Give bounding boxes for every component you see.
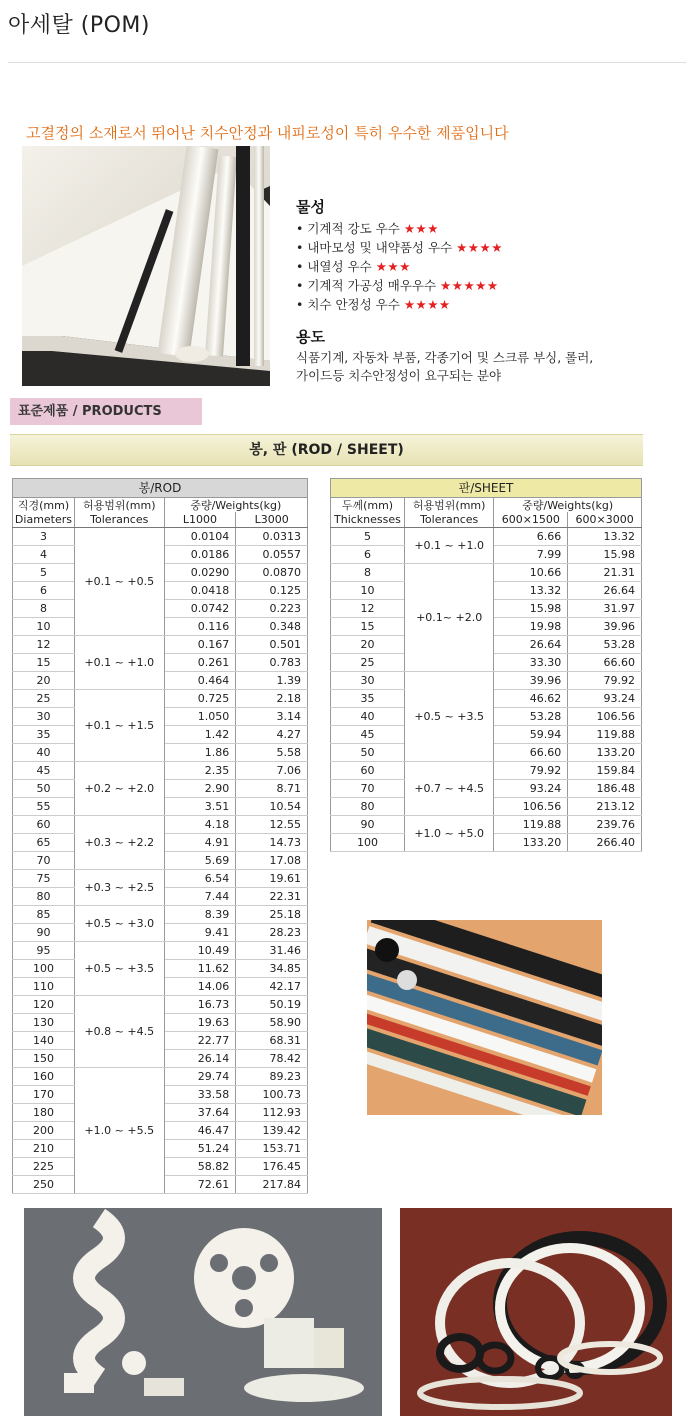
weight-cell: 33.58	[164, 1086, 236, 1104]
weight-cell: 213.12	[568, 798, 642, 816]
weight-cell: 53.28	[494, 708, 568, 726]
weight-cell: 79.92	[568, 672, 642, 690]
tolerance-cell: +0.1 ~ +1.0	[74, 636, 164, 690]
page-title: 아세탈 (POM)	[8, 13, 150, 38]
property-item	[296, 219, 606, 238]
weight-cell: 0.261	[164, 654, 236, 672]
weight-cell: 7.44	[164, 888, 236, 906]
size-cell: 80	[331, 798, 405, 816]
size-cell: 90	[331, 816, 405, 834]
rod-table-body	[13, 528, 308, 1194]
size-cell: 65	[13, 834, 75, 852]
rod-header-tolerance: 허용범위(mm)	[74, 498, 164, 513]
size-cell: 50	[13, 780, 75, 798]
weight-cell: 93.24	[568, 690, 642, 708]
weight-cell: 3.14	[236, 708, 308, 726]
weight-cell: 176.45	[236, 1158, 308, 1176]
table-row	[13, 870, 308, 888]
property-text: • 내열성 우수	[296, 259, 372, 274]
weight-cell: 3.51	[164, 798, 236, 816]
size-cell: 180	[13, 1104, 75, 1122]
weight-cell: 1.42	[164, 726, 236, 744]
table-row	[331, 564, 642, 582]
size-cell: 4	[13, 546, 75, 564]
property-text: • 내마모성 및 내약품성 우수	[296, 240, 453, 255]
properties-panel	[296, 198, 606, 385]
table-row	[13, 690, 308, 708]
weight-cell: 21.31	[568, 564, 642, 582]
property-item	[296, 276, 606, 295]
size-cell: 55	[13, 798, 75, 816]
title-divider	[8, 62, 686, 63]
weight-cell: 29.74	[164, 1068, 236, 1086]
size-cell: 30	[331, 672, 405, 690]
hero-photo-sheets-rods	[22, 146, 270, 386]
size-cell: 100	[13, 960, 75, 978]
size-cell: 90	[13, 924, 75, 942]
weight-cell: 2.35	[164, 762, 236, 780]
size-cell: 150	[13, 1050, 75, 1068]
weight-cell: 0.0418	[164, 582, 236, 600]
tolerance-cell: +0.5 ~ +3.0	[74, 906, 164, 942]
weight-cell: 0.501	[236, 636, 308, 654]
size-cell: 40	[13, 744, 75, 762]
weight-cell: 10.66	[494, 564, 568, 582]
weight-cell: 10.49	[164, 942, 236, 960]
table-row	[331, 528, 642, 546]
weight-cell: 239.76	[568, 816, 642, 834]
table-row	[13, 528, 308, 546]
sheet-header-600x3000: 600×3000	[568, 512, 642, 528]
weight-cell: 31.46	[236, 942, 308, 960]
property-item	[296, 295, 606, 314]
tolerance-cell: +1.0 ~ +5.5	[74, 1068, 164, 1194]
properties-list	[296, 219, 606, 314]
size-cell: 80	[13, 888, 75, 906]
weight-cell: 72.61	[164, 1176, 236, 1194]
weight-cell: 119.88	[494, 816, 568, 834]
size-cell: 30	[13, 708, 75, 726]
size-cell: 140	[13, 1032, 75, 1050]
tolerance-cell: +0.1 ~ +0.5	[74, 528, 164, 636]
size-cell: 20	[13, 672, 75, 690]
size-cell: 250	[13, 1176, 75, 1194]
table-row	[331, 762, 642, 780]
weight-cell: 31.97	[568, 600, 642, 618]
weight-cell: 106.56	[494, 798, 568, 816]
rod-header-diameter-en: Diameters	[13, 512, 75, 528]
size-cell: 35	[331, 690, 405, 708]
weight-cell: 5.58	[236, 744, 308, 762]
rod-table	[12, 478, 308, 1194]
star-rating: ★★★	[375, 259, 411, 274]
weight-cell: 93.24	[494, 780, 568, 798]
tolerance-cell: +0.1 ~ +1.5	[74, 690, 164, 762]
weight-cell: 0.464	[164, 672, 236, 690]
weight-cell: 4.27	[236, 726, 308, 744]
weight-cell: 100.73	[236, 1086, 308, 1104]
sheet-header-thickness: 두께(mm)	[331, 498, 405, 513]
weight-cell: 186.48	[568, 780, 642, 798]
size-cell: 8	[13, 600, 75, 618]
weight-cell: 0.783	[236, 654, 308, 672]
size-cell: 25	[331, 654, 405, 672]
weight-cell: 16.73	[164, 996, 236, 1014]
weight-cell: 26.64	[494, 636, 568, 654]
usage-text: 식품기계, 자동차 부품, 각종기어 및 스크류 부싱, 롤러, 가이드등 치수안정성이 요구되는 분야	[296, 350, 594, 383]
rod-header-diameter: 직경(mm)	[13, 498, 75, 513]
weight-cell: 14.06	[164, 978, 236, 996]
sheet-header-600x1500: 600×1500	[494, 512, 568, 528]
size-cell: 45	[13, 762, 75, 780]
weight-cell: 0.167	[164, 636, 236, 654]
size-cell: 6	[13, 582, 75, 600]
weight-cell: 4.18	[164, 816, 236, 834]
weight-cell: 39.96	[494, 672, 568, 690]
weight-cell: 0.0313	[236, 528, 308, 546]
rings-photo	[400, 1208, 672, 1416]
star-rating: ★★★★★	[440, 278, 499, 293]
sheet-table-body	[331, 528, 642, 852]
usage-heading: 용도	[296, 328, 325, 346]
property-text: • 기계적 강도 우수	[296, 221, 400, 236]
size-cell: 160	[13, 1068, 75, 1086]
weight-cell: 8.71	[236, 780, 308, 798]
size-cell: 95	[13, 942, 75, 960]
weight-cell: 28.23	[236, 924, 308, 942]
table-row	[13, 942, 308, 960]
weight-cell: 11.62	[164, 960, 236, 978]
size-cell: 8	[331, 564, 405, 582]
weight-cell: 19.63	[164, 1014, 236, 1032]
weight-cell: 46.47	[164, 1122, 236, 1140]
size-cell: 120	[13, 996, 75, 1014]
weight-cell: 42.17	[236, 978, 308, 996]
weight-cell: 19.98	[494, 618, 568, 636]
tolerance-cell: +0.8 ~ +4.5	[74, 996, 164, 1068]
weight-cell: 79.92	[494, 762, 568, 780]
table-row	[331, 672, 642, 690]
weight-cell: 112.93	[236, 1104, 308, 1122]
size-cell: 50	[331, 744, 405, 762]
size-cell: 6	[331, 546, 405, 564]
headline: 고결정의 소재로서 뛰어난 치수안정과 내피로성이 특히 우수한 제품입니다	[26, 124, 509, 142]
tolerance-cell: +0.3 ~ +2.2	[74, 816, 164, 870]
tolerance-cell: +1.0 ~ +5.0	[404, 816, 494, 852]
sheet-table-title: 판/SHEET	[331, 479, 642, 498]
sheet-header-tolerance: 허용범위(mm)	[404, 498, 494, 513]
weight-cell: 58.90	[236, 1014, 308, 1032]
weight-cell: 6.54	[164, 870, 236, 888]
size-cell: 35	[13, 726, 75, 744]
weight-cell: 13.32	[568, 528, 642, 546]
weight-cell: 46.62	[494, 690, 568, 708]
weight-cell: 14.73	[236, 834, 308, 852]
size-cell: 10	[331, 582, 405, 600]
size-cell: 200	[13, 1122, 75, 1140]
weight-cell: 15.98	[568, 546, 642, 564]
weight-cell: 0.348	[236, 618, 308, 636]
weight-cell: 8.39	[164, 906, 236, 924]
table-row	[13, 1068, 308, 1086]
weight-cell: 22.31	[236, 888, 308, 906]
table-row	[331, 816, 642, 834]
size-cell: 70	[331, 780, 405, 798]
size-cell: 60	[13, 816, 75, 834]
weight-cell: 37.64	[164, 1104, 236, 1122]
weight-cell: 58.82	[164, 1158, 236, 1176]
property-item	[296, 238, 606, 257]
size-cell: 225	[13, 1158, 75, 1176]
weight-cell: 66.60	[494, 744, 568, 762]
weight-cell: 53.28	[568, 636, 642, 654]
property-text: • 기계적 가공성 매우우수	[296, 278, 437, 293]
weight-cell: 26.64	[568, 582, 642, 600]
rod-header-tolerance-en: Tolerances	[74, 512, 164, 528]
weight-cell: 51.24	[164, 1140, 236, 1158]
weight-cell: 153.71	[236, 1140, 308, 1158]
rod-table-title: 봉/ROD	[13, 479, 308, 498]
size-cell: 40	[331, 708, 405, 726]
weight-cell: 0.0742	[164, 600, 236, 618]
weight-cell: 2.18	[236, 690, 308, 708]
weight-cell: 133.20	[494, 834, 568, 852]
weight-cell: 25.18	[236, 906, 308, 924]
weight-cell: 59.94	[494, 726, 568, 744]
sheet-header-thickness-en: Thicknesses	[331, 512, 405, 528]
weight-cell: 1.39	[236, 672, 308, 690]
tolerance-cell: +0.1 ~ +1.0	[404, 528, 494, 564]
rod-header-l1000: L1000	[164, 512, 236, 528]
size-cell: 60	[331, 762, 405, 780]
size-cell: 15	[331, 618, 405, 636]
size-cell: 45	[331, 726, 405, 744]
weight-cell: 0.116	[164, 618, 236, 636]
products-tab: 표준제품 / PRODUCTS	[10, 398, 202, 425]
size-cell: 10	[13, 618, 75, 636]
tolerance-cell: +0.3 ~ +2.5	[74, 870, 164, 906]
tolerance-cell: +0.1~ +2.0	[404, 564, 494, 672]
size-cell: 210	[13, 1140, 75, 1158]
weight-cell: 33.30	[494, 654, 568, 672]
size-cell: 3	[13, 528, 75, 546]
rods-photo	[367, 920, 602, 1115]
weight-cell: 19.61	[236, 870, 308, 888]
weight-cell: 0.125	[236, 582, 308, 600]
tolerance-cell: +0.5 ~ +3.5	[404, 672, 494, 762]
tolerance-cell: +0.7 ~ +4.5	[404, 762, 494, 816]
weight-cell: 1.050	[164, 708, 236, 726]
weight-cell: 15.98	[494, 600, 568, 618]
table-row	[13, 906, 308, 924]
table-row	[13, 636, 308, 654]
weight-cell: 34.85	[236, 960, 308, 978]
size-cell: 12	[13, 636, 75, 654]
weight-cell: 4.91	[164, 834, 236, 852]
weight-cell: 0.725	[164, 690, 236, 708]
star-rating: ★★★	[403, 221, 439, 236]
size-cell: 12	[331, 600, 405, 618]
weight-cell: 10.54	[236, 798, 308, 816]
weight-cell: 139.42	[236, 1122, 308, 1140]
section-band-rod-sheet: 봉, 판 (ROD / SHEET)	[10, 434, 643, 466]
weight-cell: 6.66	[494, 528, 568, 546]
property-item	[296, 257, 606, 276]
weight-cell: 106.56	[568, 708, 642, 726]
rod-header-weight: 중량/Weights(kg)	[164, 498, 307, 513]
size-cell: 5	[331, 528, 405, 546]
size-cell: 170	[13, 1086, 75, 1104]
tolerance-cell: +0.2 ~ +2.0	[74, 762, 164, 816]
weight-cell: 0.0870	[236, 564, 308, 582]
rod-header-l3000: L3000	[236, 512, 308, 528]
weight-cell: 0.0290	[164, 564, 236, 582]
sheet-header-tolerance-en: Tolerances	[404, 512, 494, 528]
size-cell: 20	[331, 636, 405, 654]
weight-cell: 0.0557	[236, 546, 308, 564]
weight-cell: 17.08	[236, 852, 308, 870]
size-cell: 130	[13, 1014, 75, 1032]
size-cell: 25	[13, 690, 75, 708]
weight-cell: 66.60	[568, 654, 642, 672]
sheet-table	[330, 478, 642, 852]
sheet-header-weight: 중량/Weights(kg)	[494, 498, 642, 513]
weight-cell: 0.0186	[164, 546, 236, 564]
property-text: • 치수 안정성 우수	[296, 297, 400, 312]
weight-cell: 119.88	[568, 726, 642, 744]
weight-cell: 68.31	[236, 1032, 308, 1050]
weight-cell: 266.40	[568, 834, 642, 852]
weight-cell: 7.99	[494, 546, 568, 564]
table-row	[13, 816, 308, 834]
weight-cell: 89.23	[236, 1068, 308, 1086]
size-cell: 70	[13, 852, 75, 870]
properties-heading: 물성	[296, 198, 325, 216]
weight-cell: 1.86	[164, 744, 236, 762]
size-cell: 100	[331, 834, 405, 852]
weight-cell: 7.06	[236, 762, 308, 780]
table-row	[13, 762, 308, 780]
weight-cell: 0.223	[236, 600, 308, 618]
size-cell: 5	[13, 564, 75, 582]
weight-cell: 5.69	[164, 852, 236, 870]
machined-parts-photo	[24, 1208, 382, 1416]
weight-cell: 78.42	[236, 1050, 308, 1068]
weight-cell: 0.0104	[164, 528, 236, 546]
size-cell: 85	[13, 906, 75, 924]
weight-cell: 13.32	[494, 582, 568, 600]
star-rating: ★★★★	[456, 240, 503, 255]
size-cell: 75	[13, 870, 75, 888]
tolerance-cell: +0.5 ~ +3.5	[74, 942, 164, 996]
size-cell: 110	[13, 978, 75, 996]
weight-cell: 50.19	[236, 996, 308, 1014]
weight-cell: 39.96	[568, 618, 642, 636]
size-cell: 15	[13, 654, 75, 672]
weight-cell: 22.77	[164, 1032, 236, 1050]
weight-cell: 159.84	[568, 762, 642, 780]
weight-cell: 217.84	[236, 1176, 308, 1194]
weight-cell: 9.41	[164, 924, 236, 942]
weight-cell: 133.20	[568, 744, 642, 762]
weight-cell: 26.14	[164, 1050, 236, 1068]
table-row	[13, 996, 308, 1014]
weight-cell: 12.55	[236, 816, 308, 834]
star-rating: ★★★★	[403, 297, 451, 312]
weight-cell: 2.90	[164, 780, 236, 798]
